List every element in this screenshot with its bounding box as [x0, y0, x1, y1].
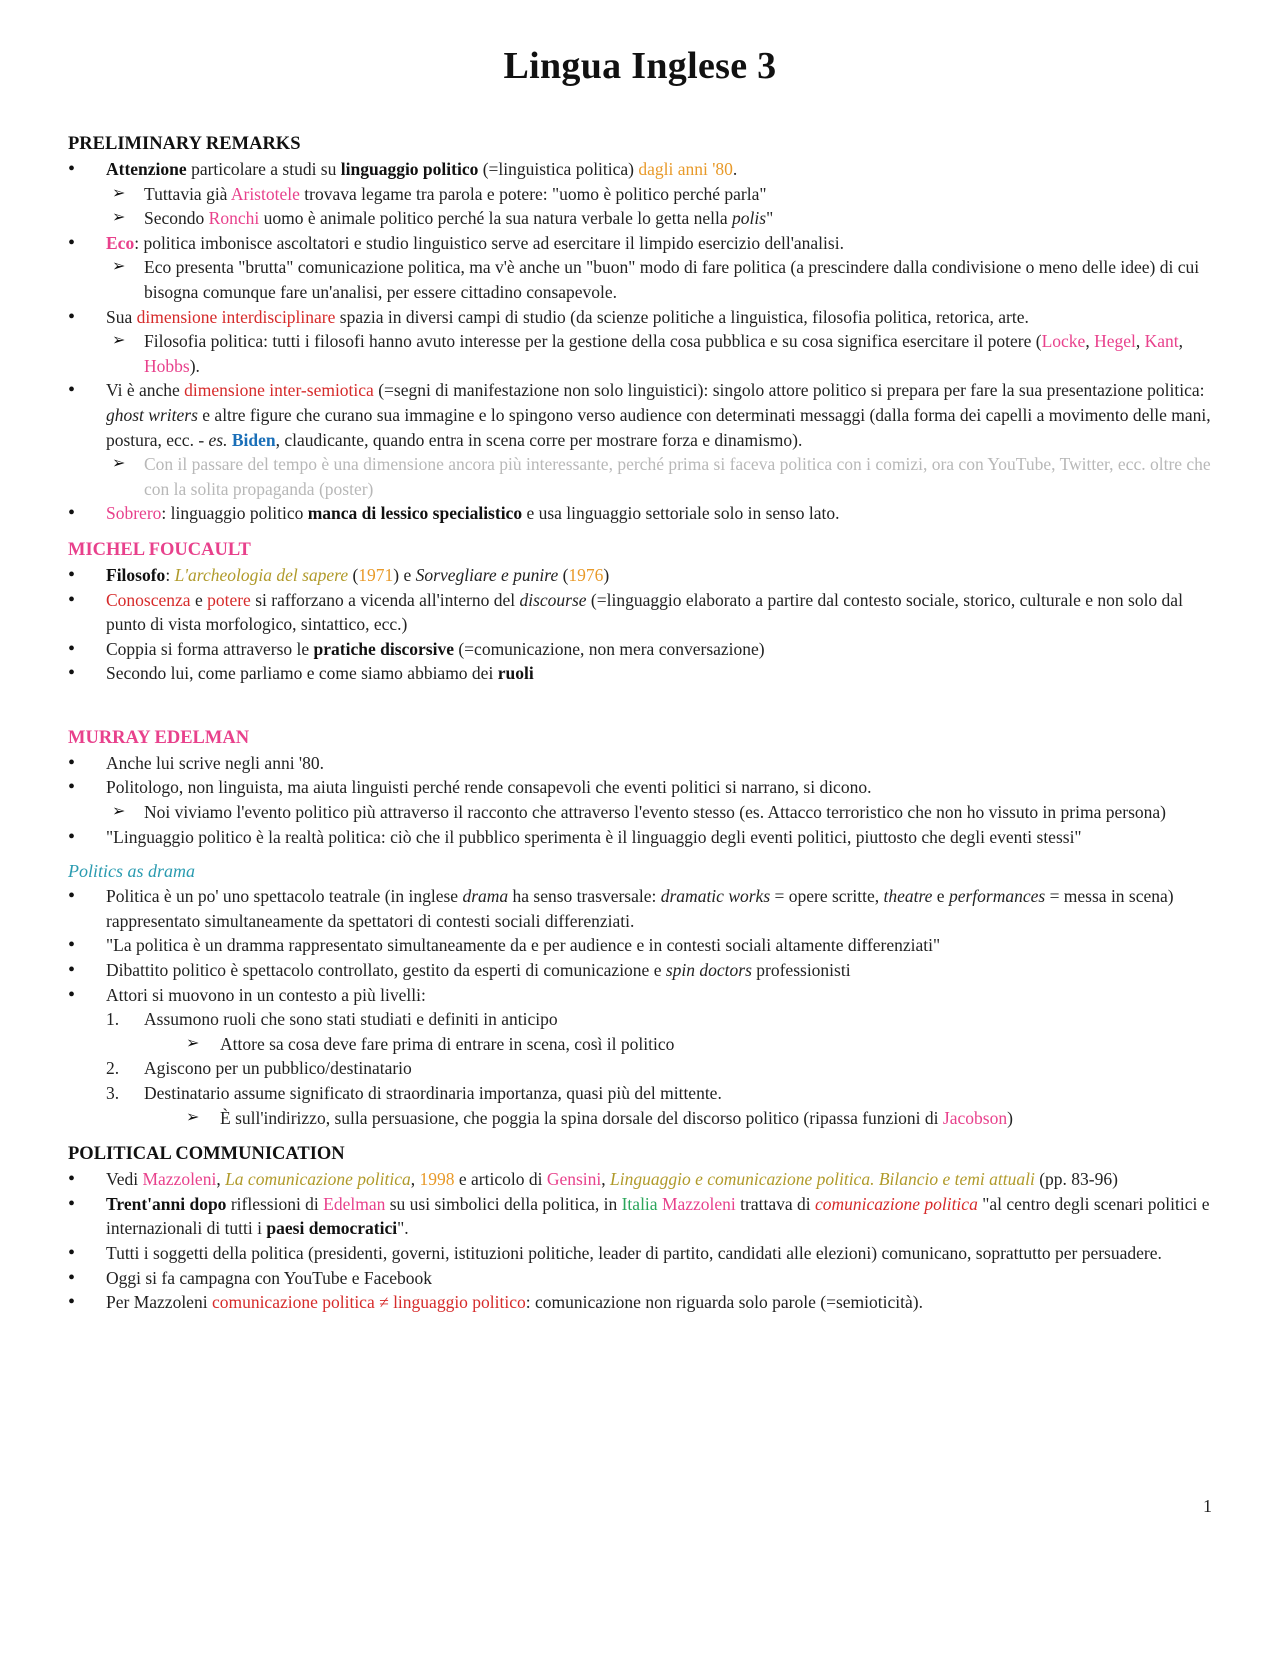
sub-list-item: ➢ Noi viviamo l'evento politico più attraverso il racconto che attraverso l'evento stesso (es. Attacco terroristico che non ho vissuto in prima persona) — [68, 800, 1212, 825]
list-item: • Secondo lui, come parliamo e come siamo abbiamo dei ruoli — [68, 661, 1212, 686]
list-item: • Trent'anni dopo riflessioni di Edelman su usi simbolici della politica, in Italia Mazzoleni trattava di comunicazione politica "al centro degli scenari politici e internazionali di tutti i paesi democratici". — [68, 1192, 1212, 1241]
list-item: • Conoscenza e potere si rafforzano a vicenda all'interno del discourse (=linguaggio elaborato a partire dal contesto sociale, storico, culturale e non solo dal punto di vista morfologico, sintattico, ecc.) — [68, 588, 1212, 637]
list-item: • Attori si muovono in un contesto a più livelli: — [68, 983, 1212, 1008]
sub-list-item: ➢ Con il passare del tempo è una dimensione ancora più interessante, perché prima si faceva politica con i comizi, ora con YouTube, Twitter, ecc. oltre che con la solita propaganda (poster) — [68, 452, 1212, 501]
section-heading-edelman: MURRAY EDELMAN — [68, 727, 250, 748]
drama-list — [68, 884, 1212, 1130]
list-item: • Coppia si forma attraverso le pratiche discorsive (=comunicazione, non mera conversazione) — [68, 637, 1212, 662]
list-item: • Vedi Mazzoleni, La comunicazione politica, 1998 e articolo di Gensini, Linguaggio e comunicazione politica. Bilancio e temi attuali (pp. 83-96) — [68, 1167, 1212, 1192]
list-item: • Sua dimensione interdisciplinare spazia in diversi campi di studio (da scienze politiche a linguistica, filosofia politica, retorica, arte. — [68, 305, 1212, 330]
list-item: • Tutti i soggetti della politica (presidenti, governi, istituzioni politiche, leader di partito, candidati alle elezioni) comunicano, soprattutto per persuadere. — [68, 1241, 1212, 1266]
foucault-list — [68, 563, 1212, 686]
list-item: • Per Mazzoleni comunicazione politica ≠ linguaggio politico: comunicazione non riguarda solo parole (=semioticità). — [68, 1290, 1212, 1315]
edelman-list — [68, 751, 1212, 849]
list-item: • Oggi si fa campagna con YouTube e Facebook — [68, 1266, 1212, 1291]
list-item: • Politica è un po' uno spettacolo teatrale (in inglese drama ha senso trasversale: dramatic works = opere scritte, theatre e performances = messa in scena) rappresentato simultaneamente da spettatori di contesti sociali differenziati. — [68, 884, 1212, 933]
subsection-heading-drama: Politics as drama — [68, 861, 196, 882]
numbered-item: 1. Assumono ruoli che sono stati studiati e definiti in anticipo — [106, 1009, 558, 1030]
list-item: • Eco: politica imbonisce ascoltatori e studio linguistico serve ad esercitare il limpido esercizio dell'analisi. — [68, 231, 1212, 256]
list-item: • Dibattito politico è spettacolo controllato, gestito da esperti di comunicazione e spin doctors professionisti — [68, 958, 1212, 983]
numbered-item: 2. Agiscono per un pubblico/destinatario — [106, 1058, 412, 1079]
list-item: • Attenzione particolare a studi su linguaggio politico (=linguistica politica) dagli anni '80. — [68, 157, 1212, 182]
sub-list-item: ➢ Tuttavia già Aristotele trovava legame tra parola e potere: "uomo è politico perché parla" — [68, 182, 1212, 207]
list-item: • Sobrero: linguaggio politico manca di lessico specialistico e usa linguaggio settoriale solo in senso lato. — [68, 501, 1212, 526]
numbered-item: 3. Destinatario assume significato di straordinaria importanza, quasi più del mittente. — [106, 1083, 722, 1103]
document-title: Lingua Inglese 3 — [503, 45, 777, 87]
page-number: 1 — [1203, 1496, 1212, 1516]
list-item: • Politologo, non linguista, ma aiuta linguisti perché rende consapevoli che eventi politici si narrano, si dicono. — [68, 775, 1212, 800]
section-heading-foucault: MICHEL FOUCAULT — [68, 539, 251, 560]
sub-list-item: ➢ Filosofia politica: tutti i filosofi hanno avuto interesse per la gestione della cosa pubblica e su cosa significa esercitare il potere (Locke, Hegel, Kant, Hobbs). — [68, 329, 1212, 378]
list-item: • Vi è anche dimensione inter-semiotica (=segni di manifestazione non solo linguistici): singolo attore politico si prepara per fare la sua presentazione politica: ghost writers e altre figure che curano sua immagine e lo spingono verso audience con determinati messaggi (dalla forma dei capelli a movimento delle mani, postura, ecc. - es. Biden, claudicante, quando entra in scena corre per mostrare forza e dinamismo). — [68, 378, 1212, 452]
document-page — [68, 44, 1212, 1315]
sub-list-item: ➢ Eco presenta "brutta" comunicazione politica, ma v'è anche un "buon" modo di fare politica (a prescindere dalla condivisione o meno delle idee) di cui bisogna comunque fare un'analisi, per essere cittadino consapevole. — [68, 255, 1212, 304]
list-item: • "La politica è un dramma rappresentato simultaneamente da e per audience e in contesti sociali altamente differenziati" — [68, 933, 1212, 958]
preliminary-list — [68, 157, 1212, 526]
sub-list-item: ➢ È sull'indirizzo, sulla persuasione, che poggia la spina dorsale del discorso politico (ripassa funzioni di Jacobson) — [68, 1106, 1212, 1131]
section-heading-communication: POLITICAL COMMUNICATION — [68, 1144, 345, 1165]
section-heading-preliminary: PRELIMINARY REMARKS — [68, 134, 301, 154]
list-item: • "Linguaggio politico è la realtà politica: ciò che il pubblico sperimenta è il linguaggio degli eventi politici, piuttosto che degli eventi stessi" — [68, 825, 1212, 850]
sub-list-item: ➢ Secondo Ronchi uomo è animale politico perché la sua natura verbale lo getta nella polis" — [68, 206, 1212, 231]
list-item: • Filosofo: L'archeologia del sapere (1971) e Sorvegliare e punire (1976) — [68, 563, 1212, 588]
sub-list-item: ➢ Attore sa cosa deve fare prima di entrare in scena, così il politico — [68, 1032, 1212, 1057]
communication-list — [68, 1167, 1212, 1315]
list-item: • Anche lui scrive negli anni '80. — [68, 751, 1212, 776]
